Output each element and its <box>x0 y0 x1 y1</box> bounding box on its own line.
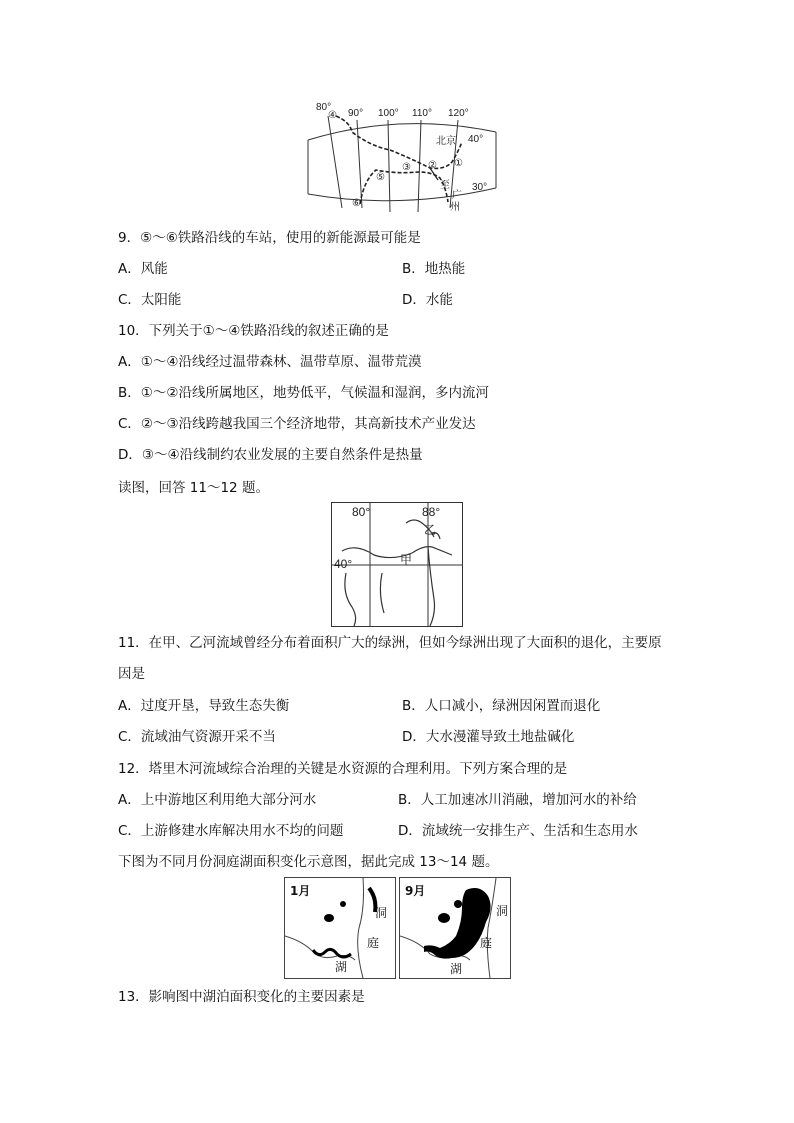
q12-option-a[interactable]: A．上中游地区利用绝大部分河水 <box>118 792 317 808</box>
q9-option-b[interactable]: B．地热能 <box>402 261 466 277</box>
circle-2: ② <box>428 160 437 171</box>
route-char-1: 至 <box>440 180 450 191</box>
lon-label-90: 90° <box>348 108 364 119</box>
lat-label-30: 30° <box>472 182 488 193</box>
intro-11-12: 读图，回答 11～12 题。 <box>118 480 269 496</box>
q11-option-c[interactable]: C．流域油气资源开采不当 <box>118 729 276 745</box>
lake-char-hu-sep: 湖 <box>450 962 463 976</box>
lon-label-110: 110° <box>412 108 432 119</box>
city-label-beijing: 北京 <box>436 136 456 147</box>
q10-option-a[interactable]: A．①～④沿线经过温带森林、温带草原、温带荒漠 <box>118 354 422 370</box>
q12-option-b[interactable]: B．人工加速冰川消融，增加河水的补给 <box>398 792 637 808</box>
lake-map-january <box>284 877 396 979</box>
q10-stem: 10．下列关于①～④铁路沿线的叙述正确的是 <box>118 323 389 339</box>
month-label-january: 1月 <box>290 884 311 898</box>
circle-6: ⑥ <box>352 198 361 209</box>
q11-option-a[interactable]: A．过度开垦，导致生态失衡 <box>118 698 290 714</box>
lake-char-dong-sep: 洞 <box>496 904 509 918</box>
tarim-lon-88: 88° <box>422 505 441 519</box>
tarim-lon-80: 80° <box>352 505 371 519</box>
q11-stem-line2: 因是 <box>118 666 145 682</box>
intro-13-14: 下图为不同月份洞庭湖面积变化示意图，据此完成 13～14 题。 <box>118 854 499 870</box>
lat-label-40: 40° <box>468 134 484 145</box>
lake-char-dong-jan: 洞 <box>375 906 388 920</box>
river-label-jia: 甲 <box>400 553 413 567</box>
q12-option-c[interactable]: C．上游修建水库解决用水不均的问题 <box>118 823 344 839</box>
lake-char-ting-sep: 庭 <box>480 936 493 950</box>
route-char-2: 广 <box>452 190 462 201</box>
route-char-3: 州 <box>450 202 460 213</box>
q9-stem: 9．⑤～⑥铁路沿线的车站，使用的新能源最可能是 <box>118 230 421 246</box>
circle-4: ④ <box>328 110 337 121</box>
month-label-september: 9月 <box>405 884 426 898</box>
q9-option-a[interactable]: A．风能 <box>118 261 168 277</box>
lon-label-80: 80° <box>316 102 332 113</box>
q10-option-c[interactable]: C．②～③沿线跨越我国三个经济地带，其高新技术产业发达 <box>118 416 476 432</box>
lon-label-120: 120° <box>448 108 469 119</box>
q9-option-d[interactable]: D．水能 <box>402 292 453 308</box>
q10-option-b[interactable]: B．①～②沿线所属地区，地势低平，气候温和湿润，多内流河 <box>118 385 489 401</box>
q12-stem: 12．塔里木河流域综合治理的关键是水资源的合理利用。下列方案合理的是 <box>118 761 568 777</box>
lake-char-ting-jan: 庭 <box>367 936 380 950</box>
railway-map <box>300 102 500 216</box>
river-label-yi: 乙 <box>424 523 437 537</box>
lake-char-hu-jan: 湖 <box>335 960 348 974</box>
q13-stem: 13．影响图中湖泊面积变化的主要因素是 <box>118 989 365 1005</box>
tarim-map <box>331 502 463 627</box>
q11-stem-line1: 11．在甲、乙河流域曾经分布着面积广大的绿洲，但如今绿洲出现了大面积的退化，主要原 <box>118 635 662 651</box>
q12-option-d[interactable]: D．流域统一安排生产、生活和生态用水 <box>398 823 638 839</box>
q10-option-d[interactable]: D．③～④沿线制约农业发展的主要自然条件是热量 <box>118 447 423 463</box>
q9-option-c[interactable]: C．太阳能 <box>118 292 182 308</box>
circle-5: ⑤ <box>376 172 385 183</box>
lon-label-100: 100° <box>378 108 399 119</box>
tarim-lat-40: 40° <box>334 557 353 571</box>
circle-1: ① <box>454 158 463 169</box>
q11-option-b[interactable]: B．人口减小，绿洲因闲置而退化 <box>402 698 601 714</box>
circle-3: ③ <box>402 162 411 173</box>
q11-option-d[interactable]: D．大水漫灌导致土地盐碱化 <box>402 729 575 745</box>
lake-map-september <box>399 877 511 979</box>
